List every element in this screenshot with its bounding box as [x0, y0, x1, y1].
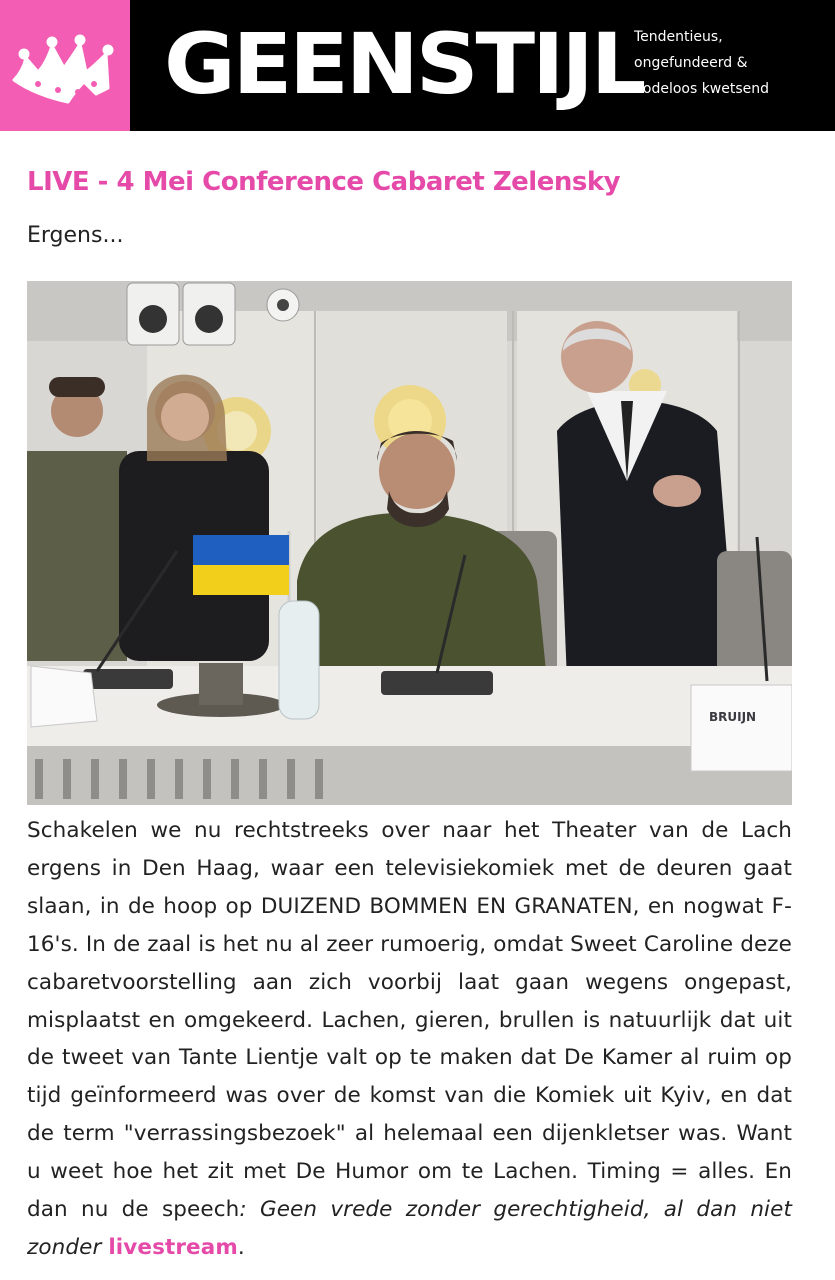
article-body-quote: : Geen vrede zonder gerechtigheid, al dan niet zonder: [27, 1197, 792, 1260]
tagline-line-2: ongefundeerd &: [634, 55, 748, 71]
logo[interactable]: [0, 0, 130, 131]
tagline-line-3: nodeloos kwetsend: [634, 81, 770, 97]
site-tagline: [634, 24, 829, 102]
nameplate-text: BRUIJN: [709, 710, 757, 724]
site-header: [0, 0, 835, 131]
site-title[interactable]: GEENSTIJL: [164, 15, 644, 113]
article-body: [27, 812, 792, 1267]
article-title[interactable]: LIVE - 4 Mei Conference Cabaret Zelensky: [27, 167, 621, 197]
livestream-link[interactable]: livestream: [108, 1234, 238, 1260]
article-photo: [27, 281, 792, 805]
article-body-end: .: [237, 1234, 245, 1260]
tagline-line-1: Tendentieus,: [634, 29, 723, 45]
crown-icon: [8, 18, 114, 108]
article-intro: Ergens...: [27, 223, 124, 248]
article-body-main: Schakelen we nu rechtstreeks over naar het Theater van de Lach ergens in Den Haag, waar een televisiekomiek met de deuren gaat slaan, in de hoop op DUIZEND BOMMEN EN GRANATEN, en nogwat F-16's. In de zaal is het nu al zeer rumoerig, omdat Sweet Caroline deze cabaretvoorstelling aan zich voorbij laat gaan wegens ongepast, misplaatst en omgekeerd. Lachen, gieren, brullen is natuurlijk dat uit de tweet van Tante Lientje valt op te maken dat De Kamer al ruim op tijd geïnformeerd was over de komst van die Komiek uit Kyiv, en dat de term "verrassingsbezoek" al helemaal een dijenkletser was. Want u weet hoe het zit met De Humor om te Lachen. Timing = alles. En dan nu de speech: [27, 818, 792, 1223]
